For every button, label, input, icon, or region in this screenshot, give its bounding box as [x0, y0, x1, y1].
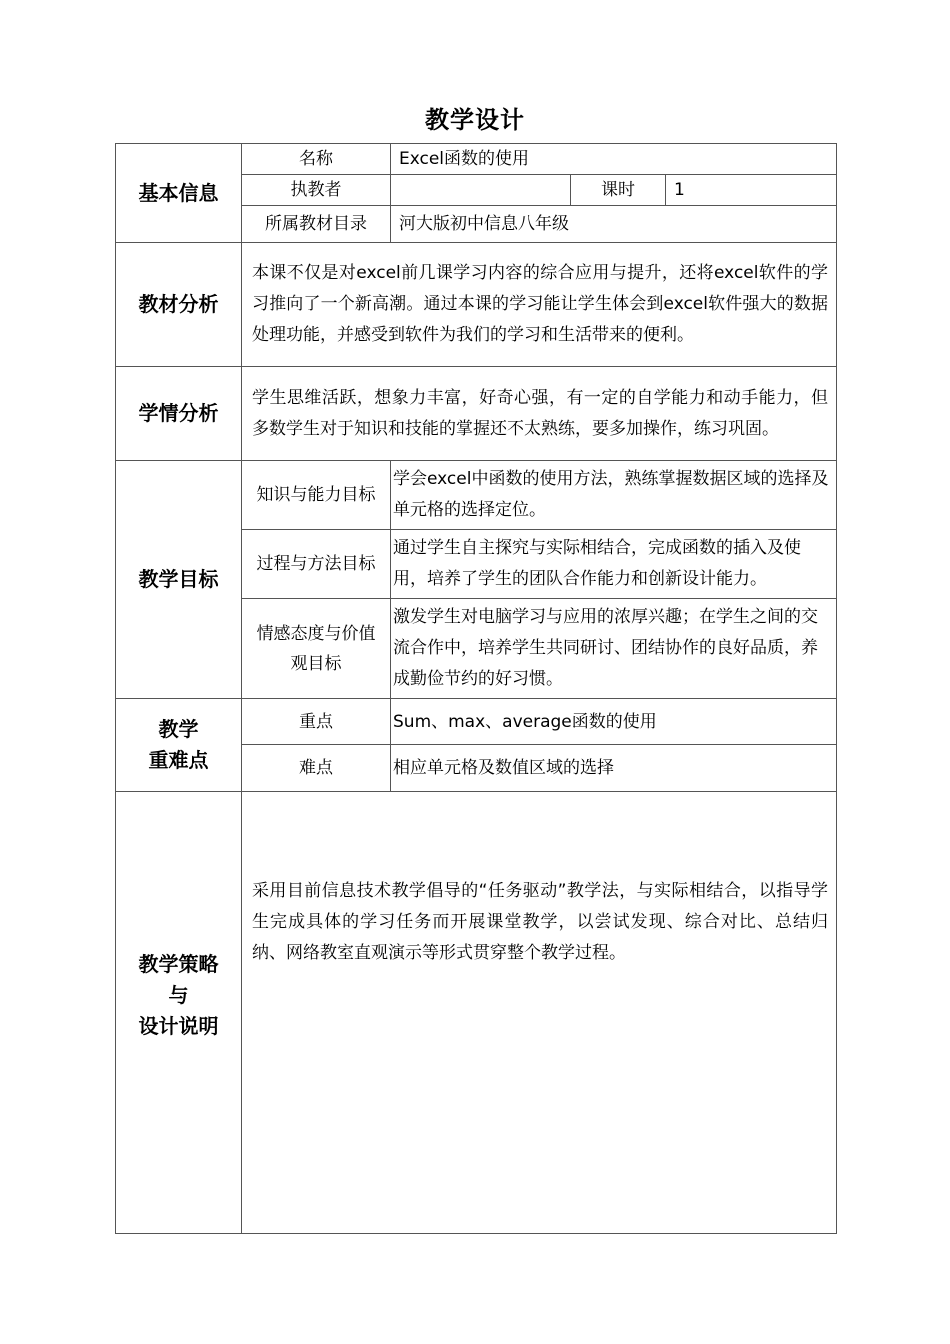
goal-text-knowledge: 学会excel中函数的使用方法，熟练掌握数据区域的选择及单元格的选择定位。: [391, 461, 837, 530]
goal-label-process: 过程与方法目标: [242, 530, 391, 599]
hours-value: 1: [666, 175, 837, 206]
strategy-title-line1: 教学策略: [138, 951, 219, 976]
goal-text-process: 通过学生自主探究与实际相结合，完成函数的插入及使用，培养了学生的团队合作能力和创新设计能力。: [391, 530, 837, 599]
hours-label: 课时: [571, 175, 666, 206]
strategy-text: 采用目前信息技术教学倡导的“任务驱动”教学法，与实际相结合，以指导学生完成具体的学习任务而开展课堂教学，以尝试发现、综合对比、总结归纳、网络教室直观演示等形式贯穿整个教学过程。: [252, 881, 829, 963]
name-value: Excel函数的使用: [391, 144, 837, 175]
strategy-title-line2: 与: [168, 982, 189, 1007]
page-title: 教学设计: [425, 106, 525, 134]
section-student-analysis: 学情分析: [116, 367, 242, 461]
student-analysis-text: 学生思维活跃，想象力丰富，好奇心强，有一定的自学能力和动手能力，但多数学生对于知识和技能的掌握还不太熟练，要多加操作，练习巩固。: [242, 367, 837, 461]
focus-label: 重点: [242, 699, 391, 745]
section-strategy: [116, 792, 242, 1234]
teacher-value: [391, 175, 571, 206]
section-basic-info: 基本信息: [116, 144, 242, 243]
goal-text-emotion: 激发学生对电脑学习与应用的浓厚兴趣；在学生之间的交流合作中，培养学生共同研讨、团结协作的良好品质，养成勤俭节约的好习惯。: [391, 599, 837, 699]
teacher-label: 执教者: [242, 175, 391, 206]
goal-label-knowledge: 知识与能力目标: [242, 461, 391, 530]
focus-text: Sum、max、average函数的使用: [391, 699, 837, 745]
section-teaching-goals: 教学目标: [116, 461, 242, 699]
key-points-title-line2: 重难点: [148, 748, 209, 772]
goal-label-emotion: 情感态度与价值观目标: [242, 599, 391, 699]
strategy-title-line3: 设计说明: [138, 1013, 219, 1038]
section-material-analysis: 教材分析: [116, 243, 242, 367]
textbook-value: 河大版初中信息八年级: [391, 206, 837, 243]
textbook-label: 所属教材目录: [242, 206, 391, 243]
name-label: 名称: [242, 144, 391, 175]
lesson-plan-table: [115, 143, 837, 1234]
material-analysis-text: 本课不仅是对excel前几课学习内容的综合应用与提升，还将excel软件的学习推向了一个新高潮。通过本课的学习能让学生体会到excel软件强大的数据处理功能，并感受到软件为我们的学习和生活带来的便利。: [242, 243, 837, 367]
section-key-points: [116, 699, 242, 792]
key-points-title-line1: 教学: [158, 717, 199, 741]
difficulty-label: 难点: [242, 745, 391, 792]
difficulty-text: 相应单元格及数值区域的选择: [391, 745, 837, 792]
